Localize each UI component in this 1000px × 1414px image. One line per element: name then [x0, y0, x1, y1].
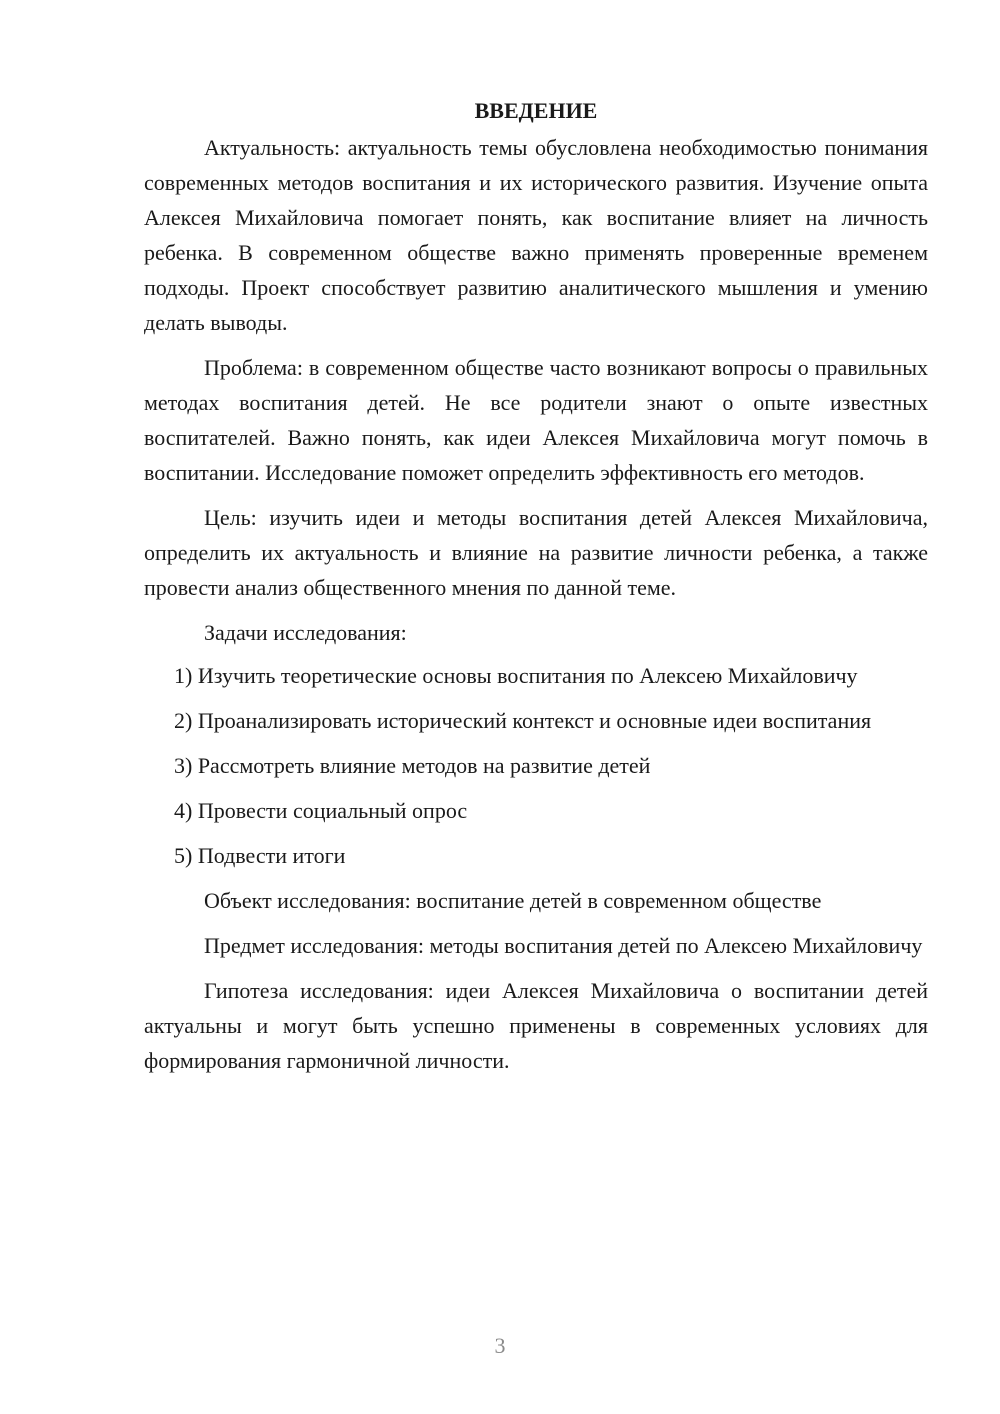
- hypothesis-paragraph: Гипотеза исследования: идеи Алексея Михайловича о воспитании детей актуальны и могут быть успешно применены в современных условиях для формирования гармоничной личности.: [144, 978, 928, 1073]
- page-number: 3: [494, 1333, 506, 1358]
- task-item-5: 5) Подвести итоги: [174, 843, 346, 868]
- task-item-2: 2) Проанализировать исторический контекст и основные идеи воспитания: [174, 708, 872, 733]
- task-item-4: 4) Провести социальный опрос: [174, 798, 468, 823]
- page-title: ВВЕДЕНИЕ: [474, 98, 598, 123]
- object-paragraph: Объект исследования: воспитание детей в современном обществе: [204, 888, 822, 913]
- document-page: [144, 96, 928, 1088]
- task-item-1: 1) Изучить теоретические основы воспитания по Алексею Михайловичу: [174, 663, 858, 688]
- tasks-heading: Задачи исследования:: [204, 620, 407, 645]
- subject-paragraph: Предмет исследования: методы воспитания детей по Алексею Михайловичу: [204, 933, 923, 958]
- goal-paragraph: Цель: изучить идеи и методы воспитания детей Алексея Михайловича, определить их актуальность и влияние на развитие личности ребенка, а также провести анализ общественного мнения по данной теме.: [144, 505, 928, 600]
- problem-paragraph: Проблема: в современном обществе часто возникают вопросы о правильных методах воспитания детей. Не все родители знают о опыте известных воспитателей. Важно понять, как идеи Алексея Михайловича могут помочь в воспитании. Исследование поможет определить эффективность его методов.: [144, 355, 928, 485]
- relevance-paragraph: Актуальность: актуальность темы обусловлена необходимостью понимания современных методов воспитания и их исторического развития. Изучение опыта Алексея Михайловича помогает понять, как воспитание влияет на личность ребенка. В современном обществе важно применять проверенные временем подходы. Проект способствует развитию аналитического мышления и умению делать выводы.: [144, 135, 928, 335]
- task-item-3: 3) Рассмотреть влияние методов на развитие детей: [174, 753, 651, 778]
